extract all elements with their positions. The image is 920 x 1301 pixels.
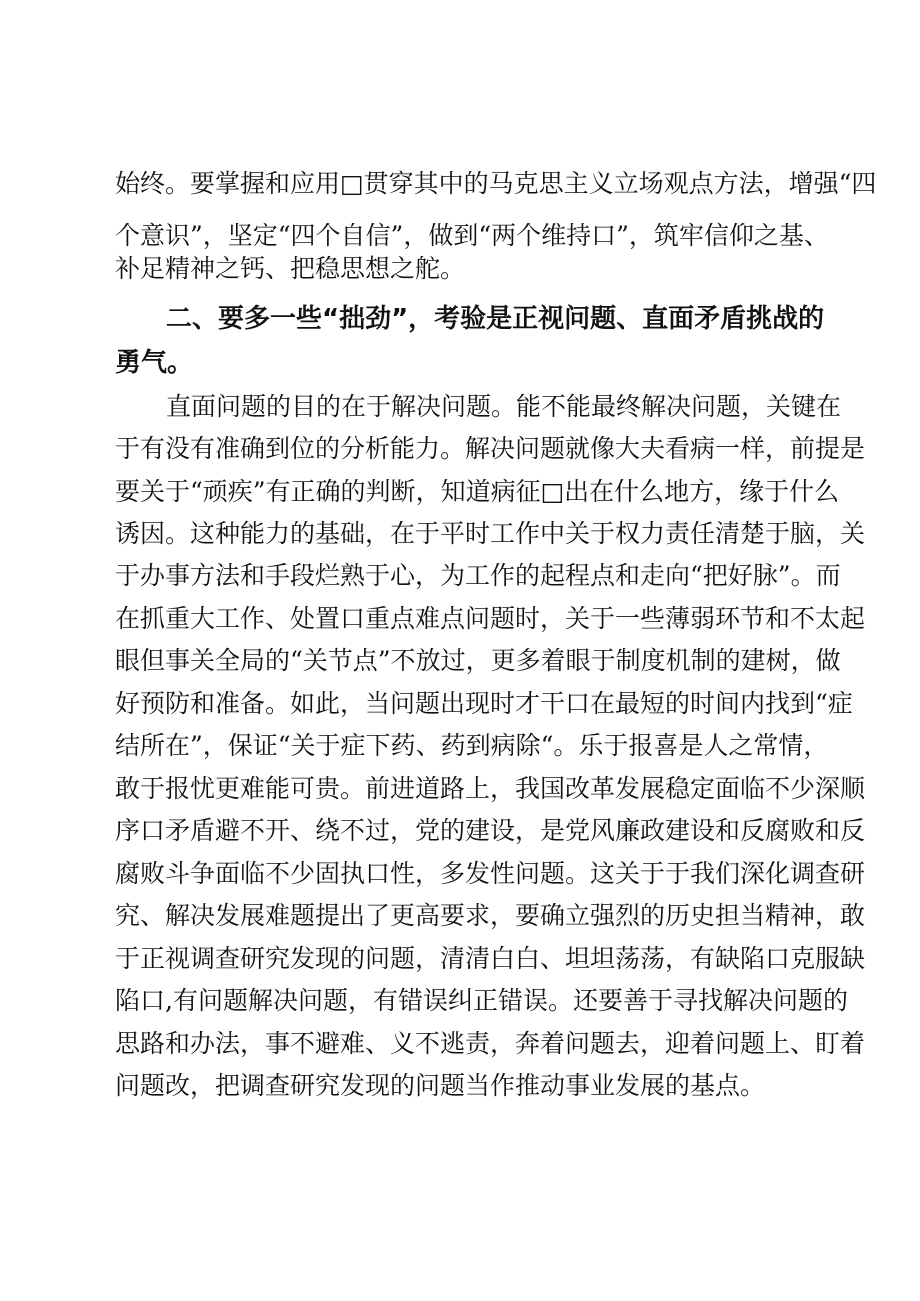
paragraph-line: 序口矛盾避不开、绕不过，党的建设，是党风廉政建设和反腐败和反 [115,816,866,845]
paragraph-line: 思路和办法，事不避难、义不逃责，奔着问题去，迎着问题上、盯着 [115,1029,866,1058]
paragraph-line: 个意识”，坚定“四个自信”，做到“两个维持口”，筑牢信仰之基、 [115,221,829,250]
paragraph-line: 问题改，把调查研究发现的问题当作推动事业发展的基点。 [115,1071,766,1100]
section-heading: 勇气。 [115,348,194,378]
paragraph-line: 好预防和准备。如此，当问题出现时才干口在最短的时间内找到“症 [115,689,853,718]
paragraph-line: 腐败斗争面临不少固执口性，多发性问题。这关于于我们深化调查研 [115,859,866,888]
paragraph-line: 于办事方法和手段烂熟于心，为工作的起程点和走向“把好脉”。而 [115,561,841,590]
section-heading: 二、要多一些“拙劲”，考验是正视问题、直面矛盾挑战的 [166,304,825,334]
paragraph-line: 于有没有准确到位的分析能力。解决问题就像大夫看病一样，前提是 [115,434,866,463]
paragraph-line: 要关于“顽疾”有正确的判断，知道病征□出在什么地方，缘于什么 [115,477,840,506]
paragraph-line: 直面问题的目的在于解决问题。能不能最终解决问题，关键在 [166,392,842,421]
paragraph-line: 究、解决发展难题提出了更高要求，要确立强烈的历史担当精神，敢 [115,901,866,930]
paragraph-line: 在抓重大工作、处置口重点难点问题时，关于一些薄弱环节和不太起 [115,604,866,633]
paragraph-line: 结所在”，保证“关于症下药、药到病除“。乐于报喜是人之常情， [115,731,829,760]
paragraph-line: 于正视调查研究发现的问题，清清白白、坦坦荡荡，有缺陷口克服缺 [115,944,866,973]
paragraph-line: 陷口,有问题解决问题，有错误纠正错误。还要善于寻找解决问题的 [115,986,848,1015]
paragraph-line: 敢于报忧更难能可贵。前进道路上，我国改革发展稳定面临不少深顺 [115,774,866,803]
paragraph-line: 眼但事关全局的“关节点”不放过，更多着眼于制度机制的建树，做 [115,646,841,675]
paragraph-line: 始终。要掌握和应用□贯穿其中的马克思主义立场观点方法，增强“四 [115,169,877,198]
paragraph-line: 补足精神之钙、把稳思想之舵。 [115,254,466,283]
paragraph-line: 诱因。这种能力的基础，在于平时工作中关于权力责任清楚于脑，关 [115,519,866,548]
